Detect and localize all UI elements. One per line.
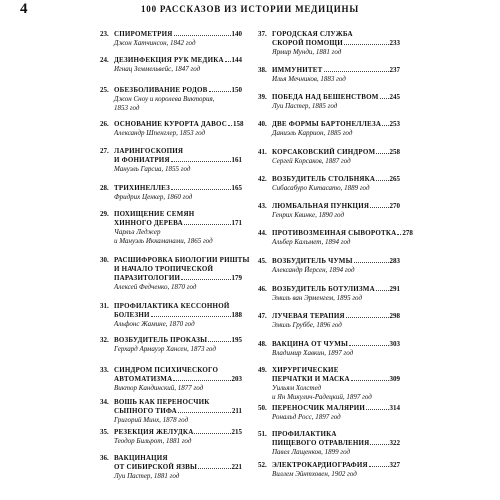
toc-page-number: 161 bbox=[231, 156, 242, 164]
toc-entry-number: 39. bbox=[258, 93, 267, 101]
toc-page-number: 298 bbox=[389, 312, 400, 320]
dot-leader bbox=[366, 409, 388, 410]
toc-entry-author: Уильям Холстед bbox=[272, 384, 322, 392]
toc-title-line bbox=[258, 340, 400, 349]
toc-entry[interactable] bbox=[100, 210, 242, 246]
toc-title-line bbox=[258, 66, 400, 75]
toc-entry[interactable] bbox=[258, 340, 400, 358]
toc-entry-title: ХИННОГО ДЕРЕВА bbox=[114, 219, 183, 227]
toc-entry-title: СИНДРОМ ПСИХИЧЕСКОГО bbox=[114, 366, 219, 374]
toc-page-number: 245 bbox=[389, 93, 400, 101]
toc-page-number: 258 bbox=[389, 148, 400, 156]
dot-leader bbox=[369, 466, 389, 467]
toc-entry-author: Джон Хатчинсон, 1842 год bbox=[114, 39, 196, 47]
toc-entry-author: Джон Сноу и королева Виктория, bbox=[114, 95, 215, 103]
toc-title-line bbox=[258, 229, 413, 238]
toc-entry-author: 1853 год bbox=[114, 104, 140, 112]
toc-page-number: 233 bbox=[389, 39, 400, 47]
dot-leader bbox=[324, 71, 389, 72]
toc-entry[interactable] bbox=[100, 336, 242, 354]
toc-entry-title: ПЕРЕНОСЧИК МАЛЯРИИ bbox=[272, 404, 366, 412]
toc-title-line bbox=[100, 147, 242, 156]
toc-entry-title: И НАЧАЛО ТРОПИЧЕСКОЙ bbox=[114, 265, 214, 273]
toc-title-line bbox=[100, 428, 242, 437]
toc-entry-number: 37. bbox=[258, 30, 267, 38]
toc-title-line bbox=[258, 285, 400, 294]
toc-entry-author: Александр Йерсен, 1894 год bbox=[272, 266, 355, 274]
dot-leader bbox=[376, 180, 388, 181]
toc-entry-title: АВТОМАТИЗМА bbox=[114, 375, 173, 383]
toc-entry[interactable] bbox=[258, 229, 413, 247]
toc-page-number: 327 bbox=[389, 461, 400, 469]
toc-entry[interactable] bbox=[100, 302, 242, 329]
dot-leader bbox=[208, 341, 230, 342]
toc-entry-title: ПОХИЩЕНИЕ СЕМЯН bbox=[114, 210, 195, 218]
toc-title-line bbox=[100, 454, 242, 463]
toc-entry[interactable] bbox=[258, 66, 400, 84]
toc-entry-number: 30. bbox=[100, 256, 109, 264]
dot-leader bbox=[397, 234, 401, 235]
toc-entry-title: СЫПНОГО ТИФА bbox=[114, 407, 177, 415]
toc-entry-number: 40. bbox=[258, 120, 267, 128]
toc-entry[interactable] bbox=[258, 285, 400, 303]
toc-entry[interactable] bbox=[100, 30, 242, 48]
toc-title-line bbox=[100, 184, 242, 193]
toc-entry-title: БОЛЕЗНИ bbox=[114, 311, 150, 319]
toc-title-line bbox=[100, 56, 242, 65]
toc-entry-title: РАСШИФРОВКА БИОЛОГИИ РИШТЫ bbox=[114, 256, 250, 264]
dot-leader bbox=[376, 153, 388, 154]
toc-entry[interactable] bbox=[100, 184, 242, 202]
toc-page-number: 150 bbox=[231, 86, 242, 94]
toc-entry-title: РЕЗЕКЦИЯ ЖЕЛУДКА bbox=[114, 428, 194, 436]
toc-entry[interactable] bbox=[258, 120, 400, 138]
toc-entry-number: 35. bbox=[100, 428, 109, 436]
dot-leader bbox=[354, 262, 389, 263]
toc-entry-author: Илья Мечников, 1883 год bbox=[272, 75, 346, 83]
dot-leader bbox=[344, 44, 389, 45]
toc-entry-author: и Ян Микулич-Радецкий, 1897 год bbox=[272, 393, 372, 401]
toc-entry[interactable] bbox=[100, 366, 242, 393]
toc-page-number: 165 bbox=[231, 184, 242, 192]
toc-entry-title: ПАРАЗИТОЛОГИИ bbox=[114, 274, 181, 282]
toc-entry-number: 47. bbox=[258, 312, 267, 320]
toc-page-number: 171 bbox=[231, 219, 242, 227]
page-number: 4 bbox=[20, 1, 28, 17]
toc-page-number: 322 bbox=[389, 439, 400, 447]
toc-entry-author: Теодор Бильрот, 1881 год bbox=[114, 437, 192, 445]
dot-leader bbox=[346, 317, 389, 318]
toc-entry-title: ПРОТИВОЗМЕИНАЯ СЫВОРОТКА bbox=[272, 229, 397, 237]
toc-entry-number: 51. bbox=[258, 430, 267, 438]
toc-entry-author: Александр Шпенглер, 1853 год bbox=[114, 129, 206, 137]
toc-page-number: 265 bbox=[389, 175, 400, 183]
dot-leader bbox=[181, 279, 230, 280]
toc-page-number: 291 bbox=[389, 285, 400, 293]
toc-entry-author: Сибасабуро Китасато, 1889 год bbox=[272, 184, 370, 192]
toc-title-line bbox=[258, 439, 400, 448]
toc-entry-number: 27. bbox=[100, 147, 109, 155]
toc-page-number: 203 bbox=[231, 375, 242, 383]
toc-entry-author: Альфонс Жамине, 1870 год bbox=[114, 320, 195, 328]
toc-entry-author: Игнац Земмельвейс, 1847 год bbox=[114, 65, 201, 73]
toc-entry-number: 52. bbox=[258, 461, 267, 469]
toc-entry-number: 25. bbox=[100, 86, 109, 94]
toc-entry-title: ПЕРЧАТКИ И МАСКА bbox=[272, 375, 350, 383]
toc-entry-number: 26. bbox=[100, 120, 109, 128]
toc-entry[interactable] bbox=[100, 56, 242, 74]
toc-entry-number: 34. bbox=[100, 398, 109, 406]
toc-entry-author: Герхард Армауэр Хансен, 1873 год bbox=[114, 345, 216, 353]
toc-page-number: 140 bbox=[231, 30, 242, 38]
dot-leader bbox=[351, 380, 389, 381]
dot-leader bbox=[349, 345, 388, 346]
toc-entry-title: ПРОФИЛАКТИКА КЕССОННОЙ bbox=[114, 302, 230, 310]
toc-title-line bbox=[258, 202, 400, 211]
toc-entry-title: ГОРОДСКАЯ СЛУЖБА bbox=[272, 30, 353, 38]
toc-entry-author: Даниэль Каррион, 1885 год bbox=[272, 129, 353, 137]
dot-leader bbox=[370, 444, 388, 445]
toc-entry-title: ДЕЗИНФЕКЦИЯ РУК МЕДИКА bbox=[114, 56, 224, 64]
toc-entry-number: 29. bbox=[100, 210, 109, 218]
toc-entry-title: КОРСАКОВСКИЙ СИНДРОМ bbox=[272, 148, 376, 156]
toc-page-number: 221 bbox=[231, 463, 242, 471]
toc-page-number: 188 bbox=[231, 311, 242, 319]
toc-page-number: 314 bbox=[389, 404, 400, 412]
toc-entry-author: Рональд Росс, 1897 год bbox=[272, 413, 341, 421]
toc-entry-title: ПОБЕДА НАД БЕШЕНСТВОМ bbox=[272, 93, 379, 101]
toc-entry-title: ОСНОВАНИЕ КУРОРТА ДАВОС bbox=[114, 120, 228, 128]
toc-entry-author: Григорий Минх, 1878 год bbox=[114, 416, 189, 424]
running-head: 100 РАССКАЗОВ ИЗ ИСТОРИИ МЕДИЦИНЫ bbox=[140, 4, 359, 14]
toc-entry-title: ПИЩЕВОГО ОТРАВЛЕНИЯ bbox=[272, 439, 370, 447]
toc-entry-number: 42. bbox=[258, 175, 267, 183]
toc-title-line bbox=[100, 30, 242, 39]
toc-title-line bbox=[100, 375, 242, 384]
toc-title-line bbox=[258, 312, 400, 321]
toc-entry-author: Ярмир Мунди, 1881 год bbox=[272, 48, 342, 56]
toc-entry-title: ДВЕ ФОРМЫ БАРТОНЕЛЛЕЗА bbox=[272, 120, 382, 128]
dot-leader bbox=[228, 125, 232, 126]
toc-entry-number: 46. bbox=[258, 285, 267, 293]
toc-entry-author: Павел Лащенков, 1899 год bbox=[272, 448, 351, 456]
toc-entry-title: И ФОНИАТРИЯ bbox=[114, 156, 170, 164]
dot-leader bbox=[225, 61, 231, 62]
toc-entry-number: 23. bbox=[100, 30, 109, 38]
toc-entry-title: СПИРОМЕТРИЯ bbox=[114, 30, 173, 38]
toc-entry-number: 36. bbox=[100, 454, 109, 462]
toc-page-number: 211 bbox=[231, 407, 242, 415]
toc-title-line bbox=[100, 398, 242, 407]
toc-title-line bbox=[100, 219, 242, 228]
toc-title-line bbox=[100, 311, 242, 320]
toc-entry[interactable] bbox=[258, 257, 400, 275]
toc-title-line bbox=[100, 120, 242, 129]
toc-page-number: 179 bbox=[231, 274, 242, 282]
toc-entry-title: СКОРОЙ ПОМОЩИ bbox=[272, 39, 343, 47]
toc-entry[interactable] bbox=[258, 312, 400, 330]
toc-entry-number: 45. bbox=[258, 257, 267, 265]
toc-entry[interactable] bbox=[100, 86, 242, 113]
toc-entry[interactable] bbox=[100, 398, 242, 425]
toc-title-line bbox=[258, 30, 400, 39]
toc-title-line bbox=[258, 404, 400, 413]
dot-leader bbox=[174, 35, 231, 36]
toc-entry-title: ТРИХИНЕЛЛЕЗ bbox=[114, 184, 170, 192]
toc-page-number: 253 bbox=[389, 120, 400, 128]
toc-page-number: 278 bbox=[402, 229, 413, 237]
toc-entry-number: 28. bbox=[100, 184, 109, 192]
toc-title-line bbox=[100, 265, 242, 274]
dot-leader bbox=[382, 125, 388, 126]
toc-entry[interactable] bbox=[100, 256, 250, 292]
toc-title-line bbox=[100, 156, 242, 165]
toc-entry-author: Фридрих Ценкер, 1860 год bbox=[114, 193, 193, 201]
toc-entry-title: ОБЕЗБОЛИВАНИЕ РОДОВ bbox=[114, 86, 208, 94]
toc-title-line bbox=[258, 375, 400, 384]
toc-title-line bbox=[100, 302, 242, 311]
toc-title-line bbox=[258, 461, 400, 470]
toc-entry-number: 43. bbox=[258, 202, 267, 210]
toc-entry-number: 32. bbox=[100, 336, 109, 344]
toc-title-line bbox=[100, 256, 250, 265]
toc-entry-author: и Мануэль Иккаманами, 1865 год bbox=[114, 237, 213, 245]
toc-entry-title: ВОЗБУДИТЕЛЬ ПРОКАЗЫ bbox=[114, 336, 208, 344]
toc-title-line bbox=[100, 407, 242, 416]
toc-entry-title: ВАКЦИНАЦИЯ bbox=[114, 454, 168, 462]
dot-leader bbox=[376, 290, 389, 291]
toc-entry-title: ЭЛЕКТРОКАРДИОГРАФИЯ bbox=[272, 461, 368, 469]
dot-leader bbox=[173, 380, 230, 381]
toc-entry-author: Луи Пастер, 1881 год bbox=[114, 472, 180, 480]
toc-entry-title: ИММУНИТЕТ bbox=[272, 66, 323, 74]
dot-leader bbox=[151, 316, 231, 317]
toc-title-line bbox=[100, 463, 242, 472]
toc-title-line bbox=[100, 366, 242, 375]
dot-leader bbox=[380, 98, 389, 99]
toc-entry[interactable] bbox=[258, 461, 400, 479]
dot-leader bbox=[178, 412, 231, 413]
toc-title-line bbox=[258, 148, 400, 157]
toc-page-number: 158 bbox=[233, 120, 244, 128]
toc-title-line bbox=[258, 430, 400, 439]
toc-entry-title: ЛЮМБАЛЬНАЯ ПУНКЦИЯ bbox=[272, 202, 370, 210]
dot-leader bbox=[171, 189, 231, 190]
dot-leader bbox=[184, 224, 231, 225]
toc-entry-title: ПРОФИЛАКТИКА bbox=[272, 430, 337, 438]
toc-entry-number: 41. bbox=[258, 148, 267, 156]
toc-entry-title: ВОЗБУДИТЕЛЬ СТОЛБНЯКА bbox=[272, 175, 376, 183]
toc-page-number: 237 bbox=[389, 66, 400, 74]
toc-page-number: 144 bbox=[231, 56, 242, 64]
toc-entry[interactable] bbox=[100, 147, 242, 174]
toc-entry[interactable] bbox=[100, 120, 242, 138]
toc-entry-number: 33. bbox=[100, 366, 109, 374]
toc-title-line bbox=[100, 210, 242, 219]
dot-leader bbox=[209, 91, 231, 92]
toc-entry-title: ХИРУРГИЧЕСКИЕ bbox=[272, 366, 339, 374]
toc-entry-title: ВОЗБУДИТЕЛЬ ЧУМЫ bbox=[272, 257, 353, 265]
toc-entry-title: ВОЗБУДИТЕЛЬ БОТУЛИЗМА bbox=[272, 285, 375, 293]
toc-title-line bbox=[258, 366, 400, 375]
toc-title-line bbox=[100, 86, 242, 95]
dot-leader bbox=[194, 433, 230, 434]
toc-entry-author: Генрих Квинке, 1890 год bbox=[272, 211, 345, 219]
toc-entry-number: 50. bbox=[258, 404, 267, 412]
toc-page-number: 283 bbox=[389, 257, 400, 265]
toc-entry[interactable] bbox=[258, 366, 400, 402]
toc-entry-title: ВАКЦИНА ОТ ЧУМЫ bbox=[272, 340, 349, 348]
toc-entry-title: ЛАРИНГОСКОПИЯ bbox=[114, 147, 184, 155]
toc-entry-author: Чарльз Леджер bbox=[114, 228, 161, 236]
toc-title-line bbox=[258, 257, 400, 266]
toc-entry[interactable] bbox=[100, 454, 242, 481]
toc-entry[interactable] bbox=[258, 202, 400, 220]
toc-page-number: 195 bbox=[231, 336, 242, 344]
toc-title-line bbox=[258, 39, 400, 48]
toc-entry[interactable] bbox=[100, 428, 242, 446]
toc-entry-number: 24. bbox=[100, 56, 109, 64]
toc-entry[interactable] bbox=[258, 93, 400, 111]
toc-entry-number: 48. bbox=[258, 340, 267, 348]
toc-entry[interactable] bbox=[258, 404, 400, 422]
toc-entry-author: Эмиль ван Эрменгем, 1895 год bbox=[272, 294, 362, 302]
toc-entry-number: 49. bbox=[258, 366, 267, 374]
toc-entry-title: ЛУЧЕВАЯ ТЕРАПИЯ bbox=[272, 312, 345, 320]
toc-page-number: 309 bbox=[389, 375, 400, 383]
toc-page-number: 270 bbox=[389, 202, 400, 210]
dot-leader bbox=[171, 161, 231, 162]
toc-title-line bbox=[258, 93, 400, 102]
toc-entry-author: Алексей Федченко, 1870 год bbox=[114, 283, 197, 291]
toc-entry-number: 38. bbox=[258, 66, 267, 74]
toc-entry[interactable] bbox=[258, 148, 400, 166]
page-header bbox=[0, 0, 500, 22]
toc-entry-number: 44. bbox=[258, 229, 267, 237]
toc-entry-title: ОТ СИБИРСКОЙ ЯЗВЫ bbox=[114, 463, 198, 471]
toc-entry-author: Владимир Хавкин, 1897 год bbox=[272, 349, 354, 357]
toc-page-number: 215 bbox=[231, 428, 242, 436]
toc-page-number: 303 bbox=[389, 340, 400, 348]
toc-title-line bbox=[100, 274, 242, 283]
toc-entry[interactable] bbox=[258, 30, 400, 57]
toc-entry-number: 31. bbox=[100, 302, 109, 310]
toc-entry-author: Луи Пастер, 1885 год bbox=[272, 102, 338, 110]
toc-entry[interactable] bbox=[258, 430, 400, 457]
toc-entry-author: Сергей Корсаков, 1887 год bbox=[272, 157, 351, 165]
toc-entry-author: Виллем Эйнтховен, 1902 год bbox=[272, 470, 357, 478]
dot-leader bbox=[198, 468, 230, 469]
dot-leader bbox=[370, 207, 388, 208]
toc-entry-author: Мануэль Гарсиа, 1855 год bbox=[114, 165, 191, 173]
toc-title-line bbox=[258, 175, 400, 184]
toc-title-line bbox=[258, 120, 400, 129]
toc-title-line bbox=[100, 336, 242, 345]
toc-entry-author: Эмиль Груббе, 1896 год bbox=[272, 321, 342, 329]
toc-entry-title: ВОШЬ КАК ПЕРЕНОСЧИК bbox=[114, 398, 210, 406]
toc-entry-author: Виктор Кандинский, 1877 год bbox=[114, 384, 204, 392]
toc-entry[interactable] bbox=[258, 175, 400, 193]
toc-entry-author: Альбер Кальмет, 1894 год bbox=[272, 238, 351, 246]
